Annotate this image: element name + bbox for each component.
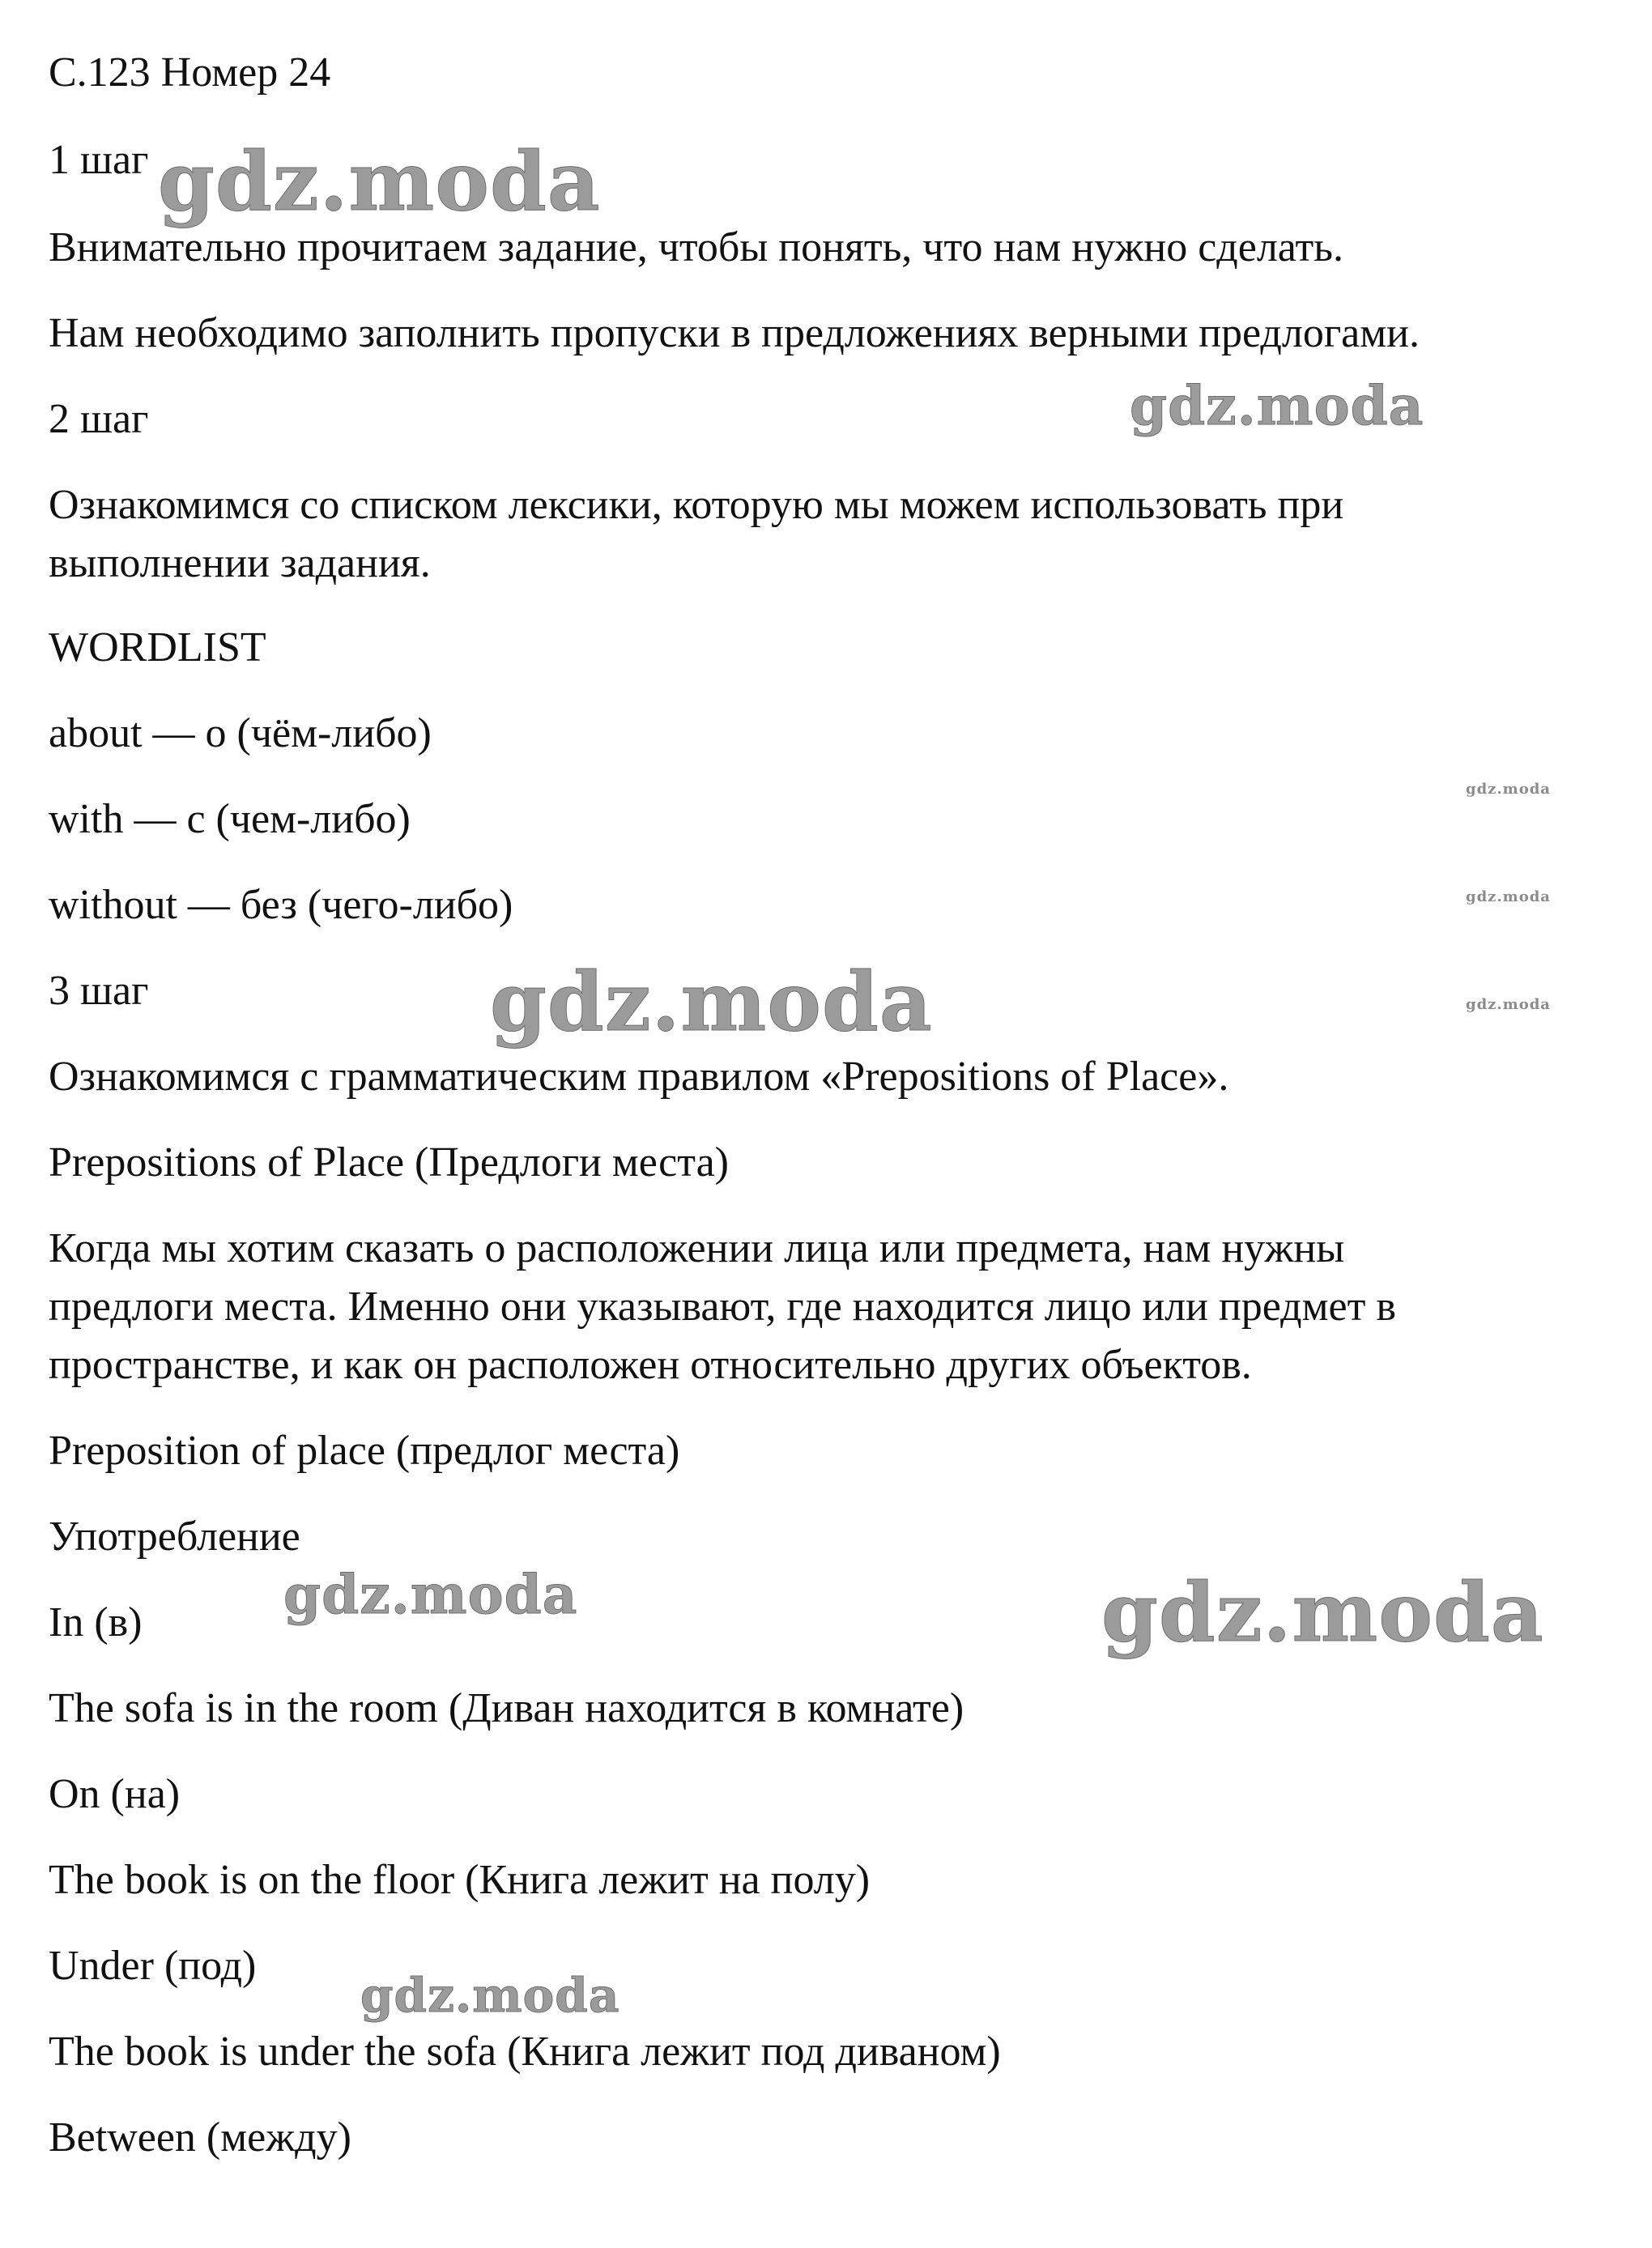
watermark: gdz.moda: [158, 134, 601, 229]
example-on: The book is on the floor (Книга лежит на полу): [49, 1857, 871, 1903]
watermark: gdz.moda: [1466, 996, 1551, 1013]
preposition-under: Under (под): [49, 1943, 257, 1989]
preposition-in: In (в): [49, 1599, 143, 1646]
table-header-2: Употребление: [49, 1514, 300, 1560]
step-3-intro: Ознакомимся с грамматическим правилом «Prepositions of Place».: [49, 1054, 1229, 1100]
wordlist-title: WORDLIST: [49, 624, 266, 671]
step-1-text-2: Нам необходимо заполнить пропуски в предложениях верными предлогами.: [49, 310, 1420, 356]
step-2-intro-2: выполнении задания.: [49, 540, 431, 586]
watermark: gdz.moda: [1130, 374, 1424, 437]
step-2-title: 2 шаг: [49, 396, 149, 442]
example-under: The book is under the sofa (Книга лежит под диваном): [49, 2029, 1001, 2075]
wordlist-item: with — с (чем-либо): [49, 796, 411, 842]
step-1-text-1: Внимательно прочитаем задание, чтобы понять, что нам нужно сделать.: [49, 224, 1343, 270]
watermark: gdz.moda: [1466, 888, 1551, 905]
watermark: gdz.moda: [1466, 781, 1551, 798]
watermark: gdz.moda: [490, 954, 933, 1049]
table-header-1: Preposition of place (предлог места): [49, 1428, 680, 1474]
step-2-intro-1: Ознакомимся со списком лексики, которую мы можем использовать при: [49, 482, 1344, 528]
preposition-on: On (на): [49, 1771, 181, 1817]
example-in: The sofa is in the room (Диван находится в комнате): [49, 1685, 964, 1731]
step-3-title: 3 шаг: [49, 968, 149, 1014]
watermark: gdz.moda: [283, 1563, 578, 1626]
rule-title: Prepositions of Place (Предлоги места): [49, 1139, 729, 1186]
step-1-title: 1 шаг: [49, 137, 149, 183]
preposition-between: Between (между): [49, 2114, 351, 2161]
watermark: gdz.moda: [360, 1968, 620, 2023]
rule-paragraph-1: Когда мы хотим сказать о расположении лица или предмета, нам нужны: [49, 1225, 1345, 1271]
wordlist-item: about — о (чём-либо): [49, 710, 432, 756]
page-header: С.123 Номер 24: [49, 49, 331, 96]
rule-paragraph-2: предлоги места. Именно они указывают, где находится лицо или предмет в: [49, 1284, 1396, 1330]
rule-paragraph-3: пространстве, и как он расположен относительно других объектов.: [49, 1342, 1252, 1388]
watermark: gdz.moda: [1101, 1565, 1544, 1660]
wordlist-item: without — без (чего-либо): [49, 882, 513, 928]
